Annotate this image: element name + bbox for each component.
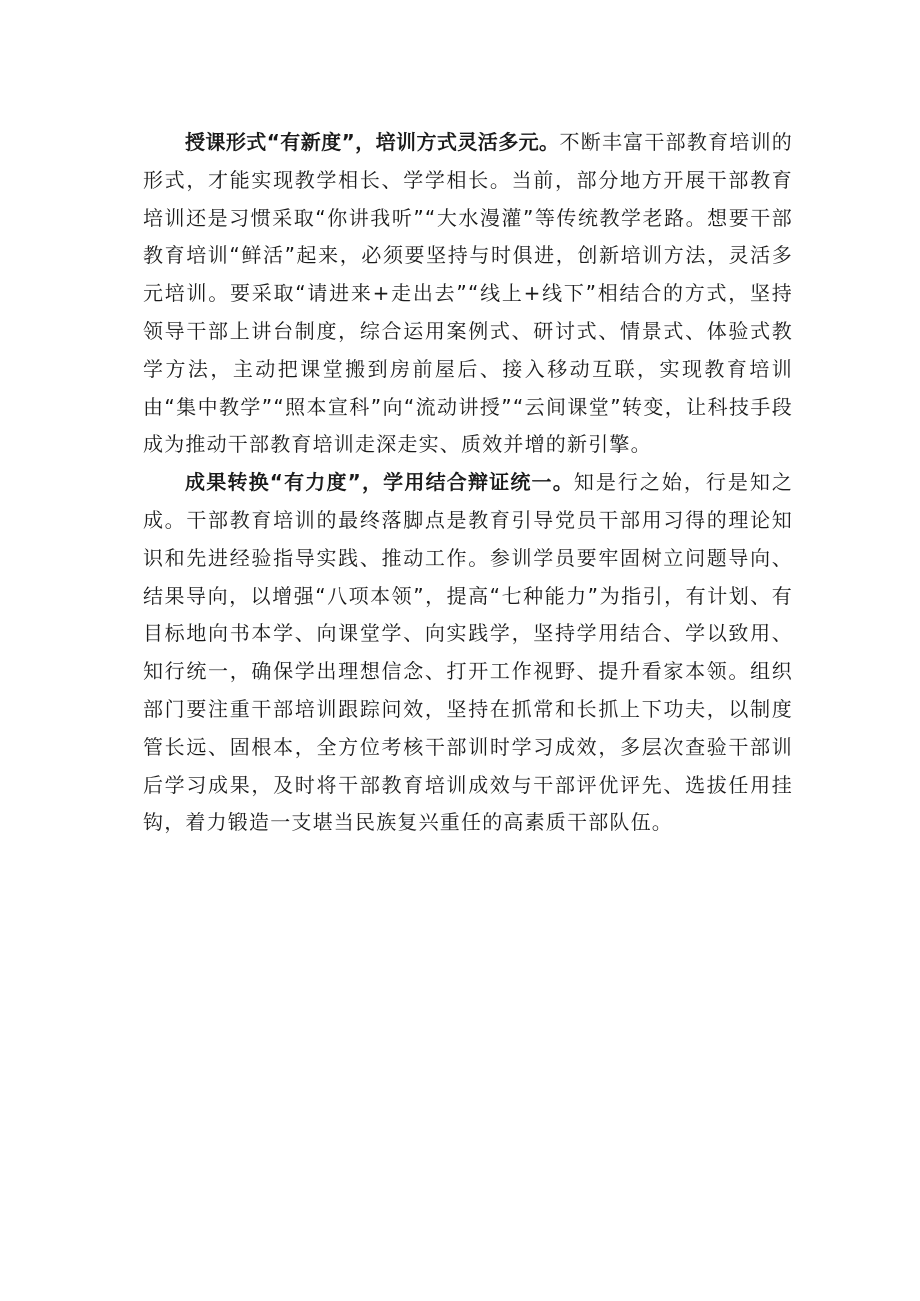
paragraph-text: 不断丰富干部教育培训的形式，才能实现教学相长、学学相长。当前，部分地方开展干部教育培训还是习惯采取“你讲我听”“大水漫灌”等传统教学老路。想要干部教育培训“鲜活”起来，必须要坚持与时俱进，创新培训方法，灵活多元培训。要采取“请进来+走出去”“线上+线下”相结合的方式，坚持领导干部上讲台制度，综合运用案例式、研讨式、情景式、体验式教学方法，主动把课堂搬到房前屋后、接入移动互联，实现教育培训由“集中教学”“照本宣科”向“流动讲授”“云间课堂”转变，让科技手段成为推动干部教育培训走深走实、质效并增的新引擎。: [143, 130, 793, 457]
paragraph-text: 知是行之始，行是知之成。干部教育培训的最终落脚点是教育引导党员干部用习得的理论知识和先进经验指导实践、推动工作。参训学员要牢固树立问题导向、结果导向，以增强“八项本领”，提高“七种能力”为指引，有计划、有目标地向书本学、向课堂学、向实践学，坚持学用结合、学以致用、知行统一，确保学出理想信念、打开工作视野、提升看家本领。组织部门要注重干部培训跟踪问效，坚持在抓常和长抓上下功夫，以制度管长远、固根本，全方位考核干部训时学习成效，多层次查验干部训后学习成果，及时将干部教育培训成效与干部评优评先、选拔任用挂钩，着力锻造一支堪当民族复兴重任的高素质干部队伍。: [143, 470, 794, 835]
paragraph-result-conversion: [143, 464, 793, 842]
paragraph-lead: 成果转换“有力度”，学用结合辩证统一。: [185, 470, 574, 495]
paragraph-teaching-format: [143, 124, 793, 464]
article-body: [143, 124, 793, 842]
paragraph-lead: 授课形式“有新度”，培训方式灵活多元。: [185, 130, 560, 154]
